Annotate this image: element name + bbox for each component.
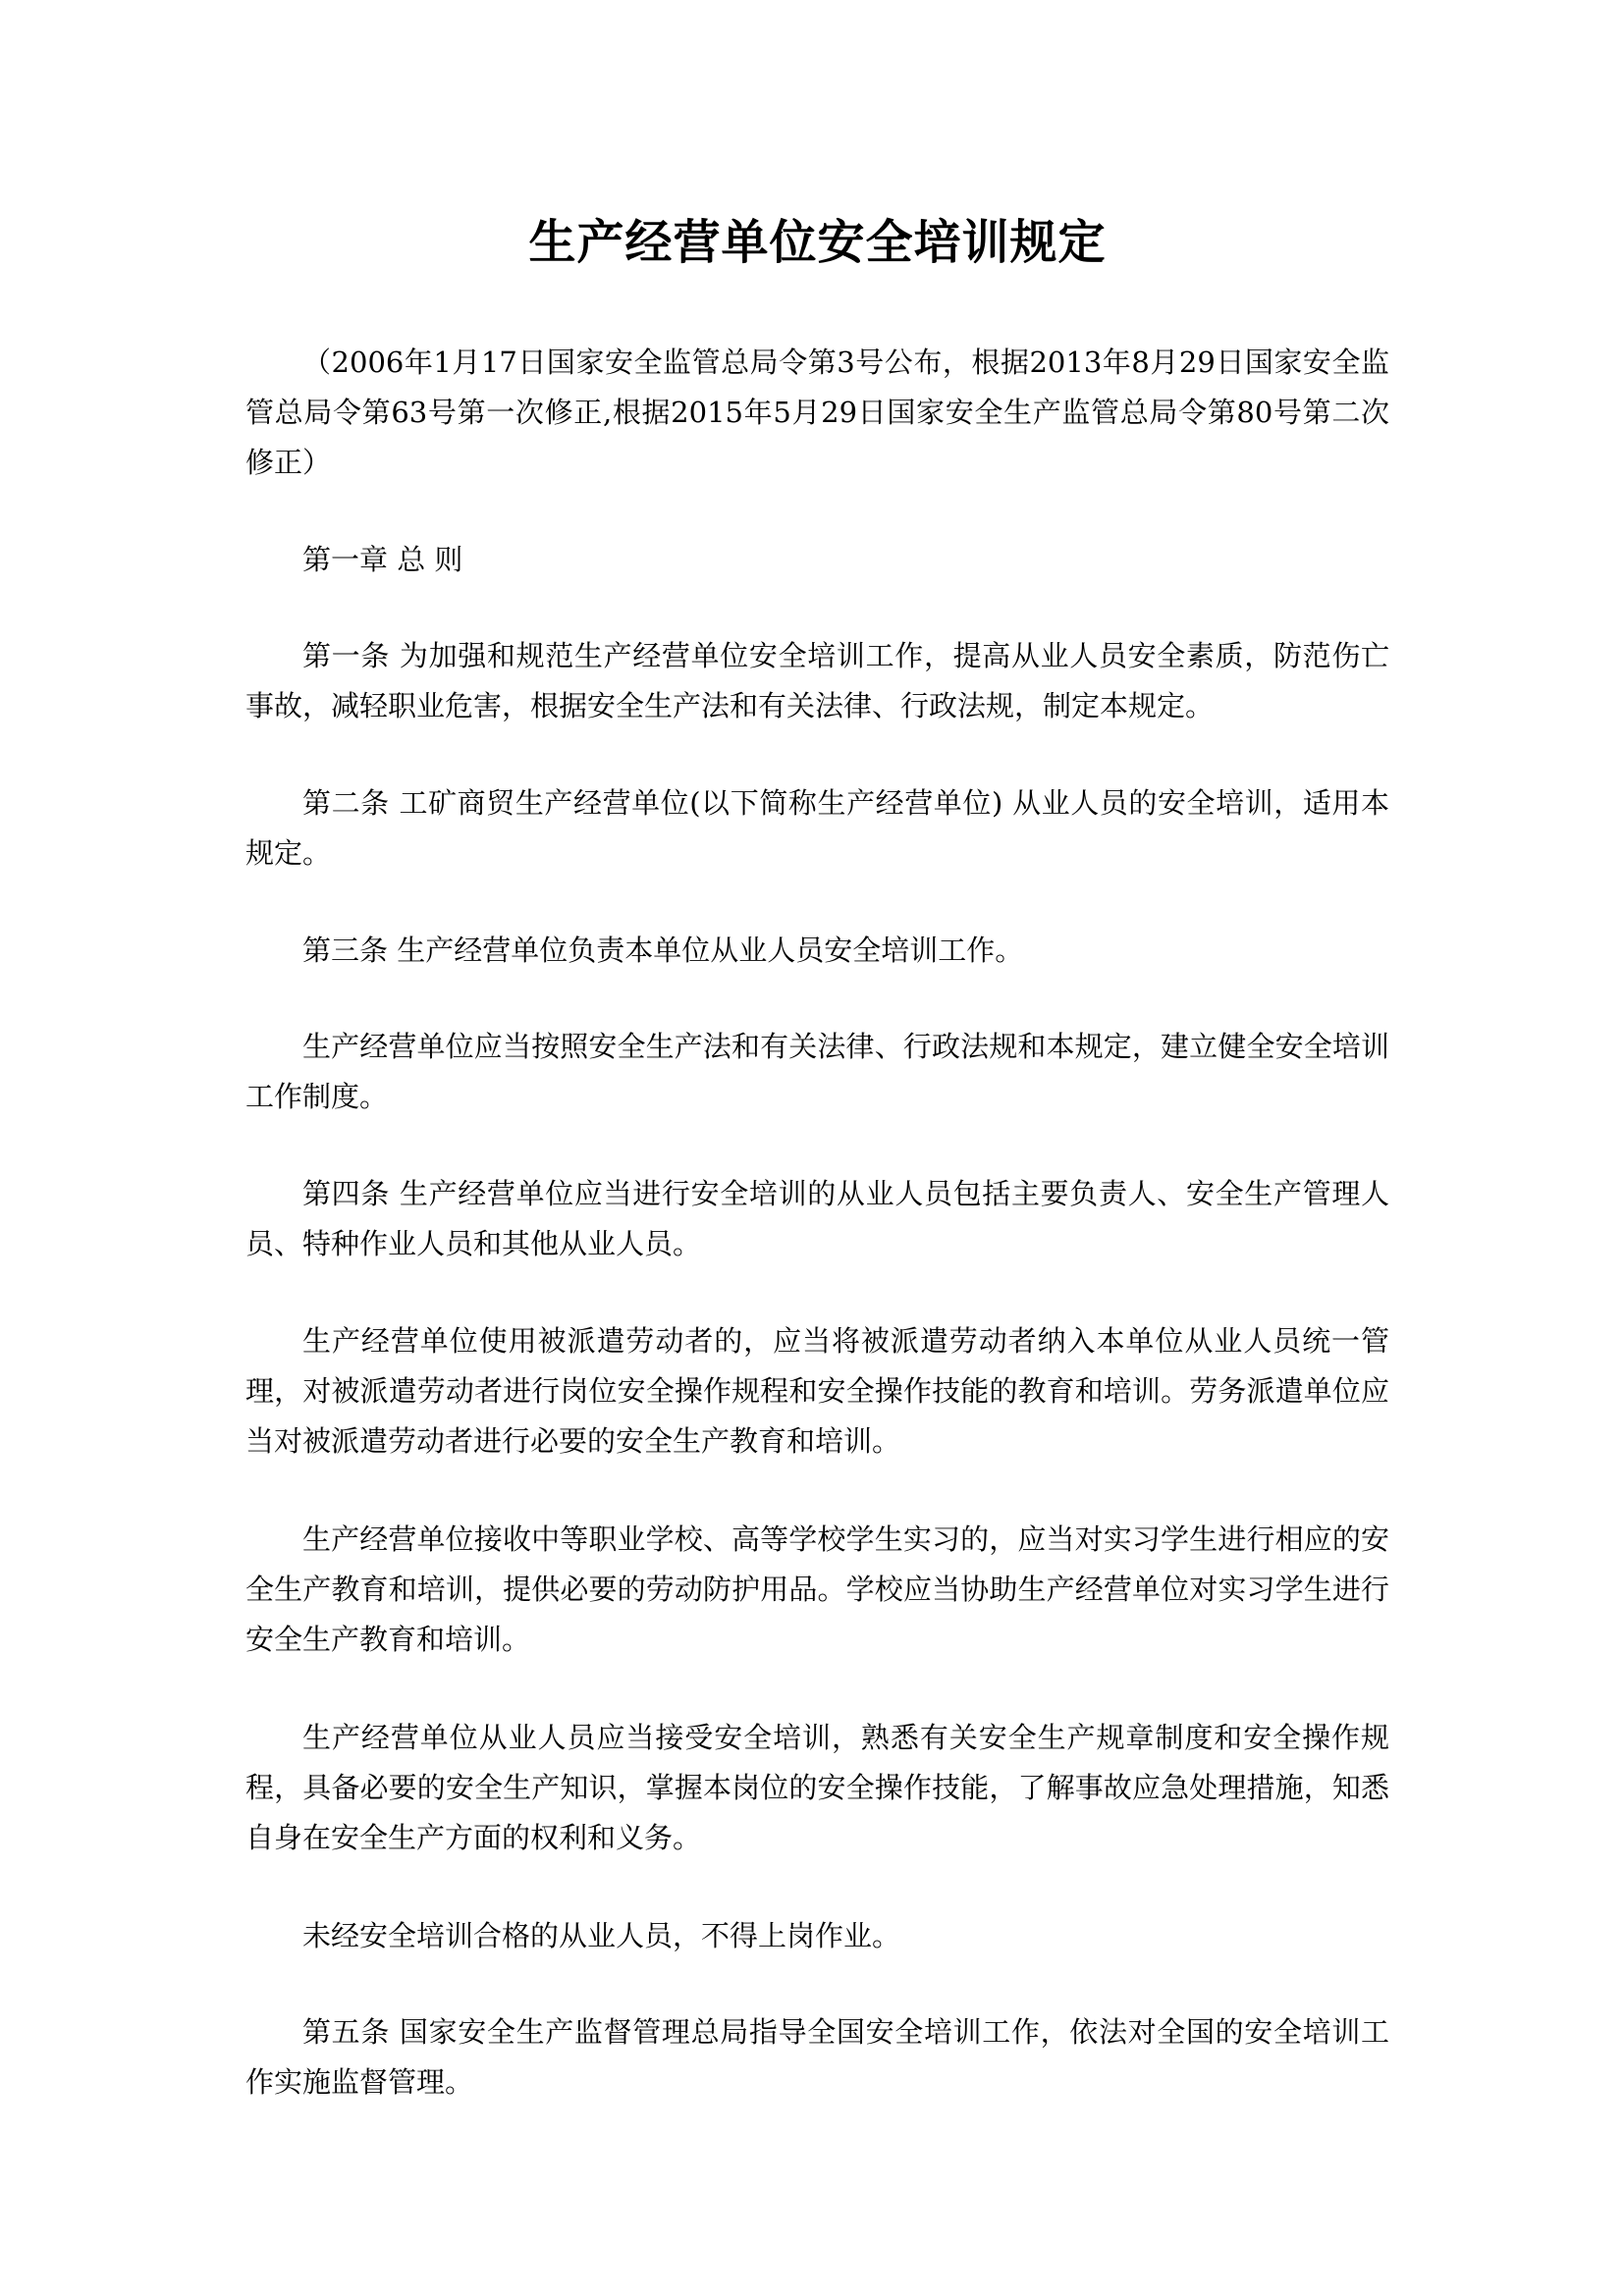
article-1: 第一条 为加强和规范生产经营单位安全培训工作，提高从业人员安全素质，防范伤亡事故，减轻职业危害，根据安全生产法和有关法律、行政法规，制定本规定。	[245, 639, 1389, 722]
document-title: 生产经营单位安全培训规定	[528, 215, 1107, 270]
article-5: 第五条 国家安全生产监督管理总局指导全国安全培训工作，依法对全国的安全培训工作实施监督管理。	[245, 2015, 1389, 2099]
article-4-paragraph-5: 未经安全培训合格的从业人员，不得上岗作业。	[302, 1919, 901, 1952]
article-4-paragraph-4: 生产经营单位从业人员应当接受安全培训，熟悉有关安全生产规章制度和安全操作规程，具备必要的安全生产知识，掌握本岗位的安全操作技能，了解事故应急处理措施，知悉自身在安全生产方面的权利和义务。	[245, 1721, 1389, 1854]
preamble: （2006年1月17日国家安全监管总局令第3号公布，根据2013年8月29日国家安全监管总局令第63号第一次修正,根据2015年5月29日国家安全生产监管总局令第80号第二次修正）	[245, 346, 1389, 479]
article-4-paragraph-2: 生产经营单位使用被派遣劳动者的，应当将被派遣劳动者纳入本单位从业人员统一管理，对被派遣劳动者进行岗位安全操作规程和安全操作技能的教育和培训。劳务派遣单位应当对被派遣劳动者进行必要的安全生产教育和培训。	[245, 1324, 1389, 1458]
article-3-paragraph-2: 生产经营单位应当按照安全生产法和有关法律、行政法规和本规定，建立健全安全培训工作制度。	[245, 1030, 1389, 1113]
chapter-heading: 第一章 总 则	[302, 543, 463, 576]
article-2: 第二条 工矿商贸生产经营单位(以下简称生产经营单位) 从业人员的安全培训，适用本规定。	[245, 786, 1389, 870]
article-4: 第四条 生产经营单位应当进行安全培训的从业人员包括主要负责人、安全生产管理人员、特种作业人员和其他从业人员。	[245, 1177, 1389, 1260]
article-4-paragraph-3: 生产经营单位接收中等职业学校、高等学校学生实习的，应当对实习学生进行相应的安全生产教育和培训，提供必要的劳动防护用品。学校应当协助生产经营单位对实习学生进行安全生产教育和培训。	[245, 1522, 1389, 1656]
article-3: 第三条 生产经营单位负责本单位从业人员安全培训工作。	[302, 934, 1024, 967]
